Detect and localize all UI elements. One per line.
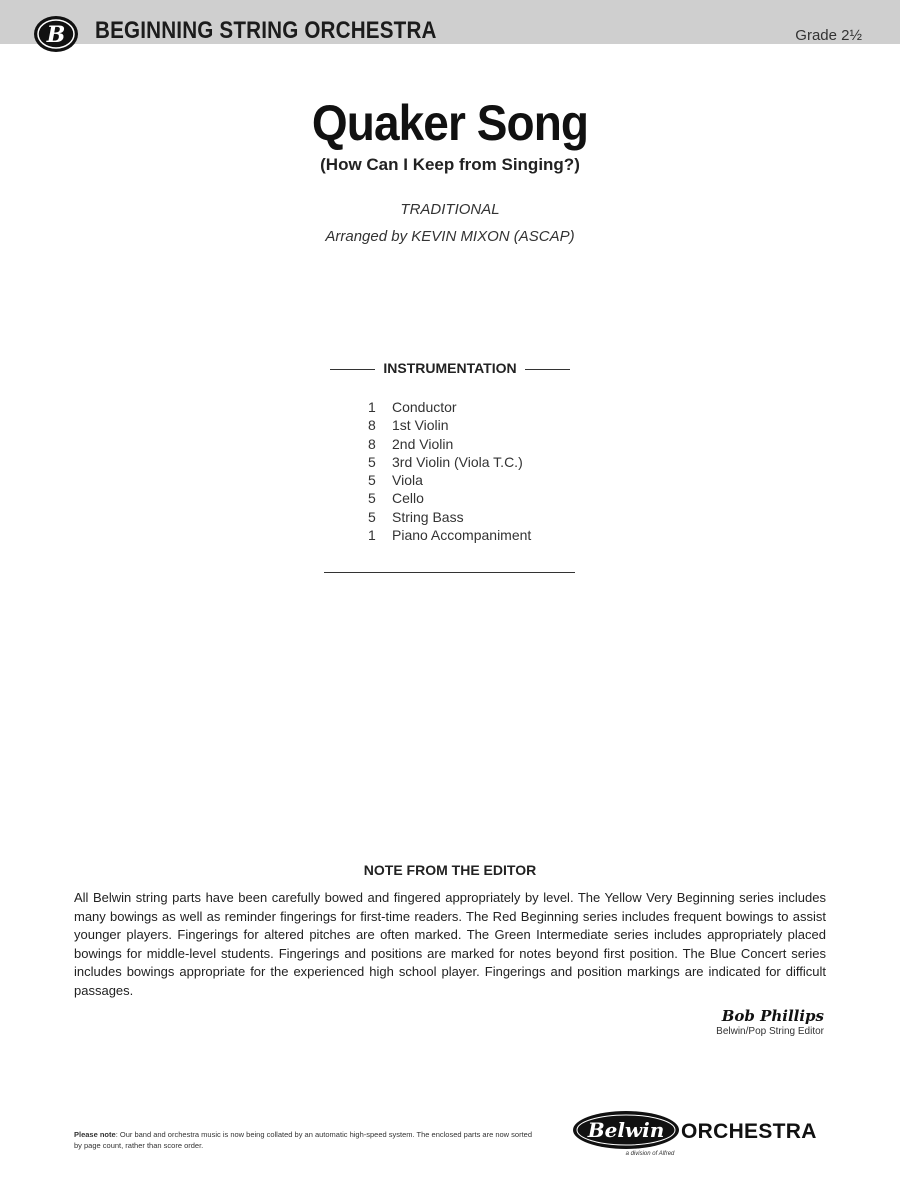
instrument-name: 3rd Violin (Viola T.C.)	[392, 453, 523, 470]
instrument-name: Conductor	[392, 399, 457, 415]
composer-credit: TRADITIONAL	[400, 201, 500, 218]
grade-level: Grade 2½	[795, 27, 862, 44]
instrument-row	[368, 453, 531, 471]
publisher-word: ORCHESTRA	[681, 1120, 817, 1143]
instrumentation-heading-text: INSTRUMENTATION	[383, 360, 517, 376]
instrumentation-list	[368, 398, 531, 544]
instrument-row	[368, 471, 531, 489]
instrument-row	[368, 526, 531, 544]
editor-signature-title: Belwin/Pop String Editor	[716, 1026, 824, 1037]
instrument-name: Piano Accompaniment	[392, 527, 532, 544]
piece-subtitle: (How Can I Keep from Singing?)	[320, 155, 580, 174]
series-title: BEGINNING STRING ORCHESTRA	[95, 17, 437, 44]
editor-note-heading: NOTE FROM THE EDITOR	[363, 862, 537, 878]
editor-note-body: All Belwin string parts have been carefully bowed and fingered appropriately by level. The Yellow Very Beginning series includes many bowings as well as reminder fingerings for first-time readers. The Red Beginning series includes frequent bowings to assist younger players. Fingerings for altered pitches are often marked. The Green Intermediate series includes appropriately placed bowings for middle-level students. Fingerings and positions are marked for notes beyond first position. The Blue Concert series includes bowings appropriate for the experienced high school player. Fingerings and position markings are indicated for difficult passages.	[74, 890, 826, 998]
instrument-row	[368, 416, 531, 434]
logo-letter: B	[46, 22, 66, 48]
instrument-name: 2nd Violin	[392, 435, 454, 452]
instrument-quantity: 5	[368, 508, 376, 525]
instrument-quantity: 1	[368, 527, 376, 544]
publisher-tagline: a division of Alfred	[625, 1151, 675, 1157]
piece-title: Quaker Song	[311, 95, 589, 151]
instrument-quantity: 1	[368, 399, 376, 415]
instrument-name: String Bass	[392, 508, 464, 525]
instrument-quantity: 8	[368, 417, 376, 434]
instrument-name: Cello	[392, 490, 424, 507]
instrument-row	[368, 435, 531, 453]
instrument-row	[368, 398, 531, 416]
instrument-quantity: 8	[368, 435, 376, 452]
instrument-quantity: 5	[368, 453, 376, 470]
instrument-quantity: 5	[368, 490, 376, 507]
instrument-quantity: 5	[368, 472, 376, 489]
instrument-row	[368, 508, 531, 526]
collation-note	[74, 1129, 534, 1151]
heading-rule-left	[330, 369, 375, 370]
instrumentation-heading	[0, 360, 900, 376]
instrument-name: 1st Violin	[392, 417, 449, 434]
instrument-row	[368, 489, 531, 507]
collation-note-text: : Our band and orchestra music is now being collated by an automatic high-speed system. The enclosed parts are now sorted by page count, rather than score order.	[74, 1130, 533, 1150]
editor-signature: Bob Phillips	[721, 1007, 824, 1025]
instrumentation-bottom-rule	[324, 572, 575, 573]
arranger-credit: Arranged by KEVIN MIXON (ASCAP)	[325, 228, 575, 245]
publisher-script: Belwin	[587, 1118, 665, 1142]
belwin-series-logo	[33, 14, 79, 54]
heading-rule-right	[525, 369, 570, 370]
instrument-name: Viola	[392, 472, 423, 489]
collation-note-label: Please note	[74, 1130, 116, 1139]
